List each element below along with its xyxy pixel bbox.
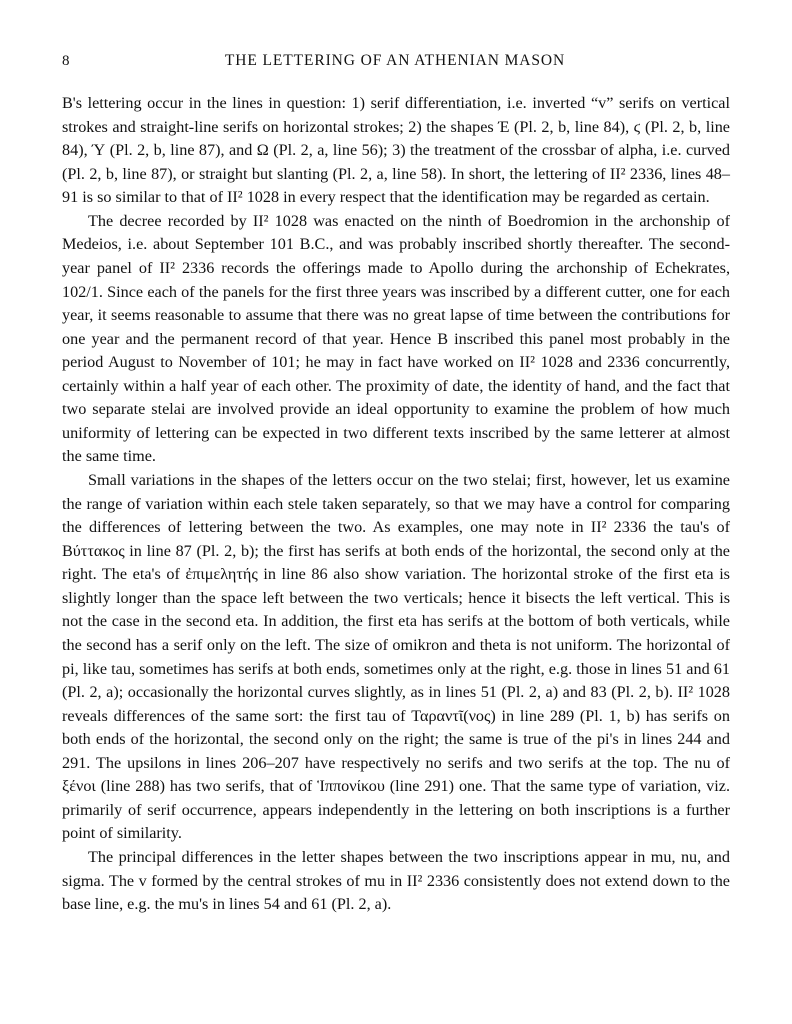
body-text xyxy=(62,92,730,917)
paragraph: The principal differences in the letter shapes between the two inscriptions appear in mu, nu, and sigma. The v formed by the central strokes of mu in II² 2336 consistently does not extend down to the base line, e.g. the mu's in lines 54 and 61 (Pl. 2, a). xyxy=(62,848,730,914)
paragraph: The decree recorded by II² 1028 was enacted on the ninth of Boedromion in the archonship of Medeios, i.e. about September 101 B.C., and was probably inscribed shortly thereafter. The second-year panel of II² 2336 records the offerings made to Apollo during the archonship of Echekrates, 102/1. Since each of the panels for the first three years was inscribed by a different cutter, one for each year, it seems reasonable to assume that there was no great lapse of time between the contributions for one year and the permanent record of that year. Hence B inscribed this panel most probably in the period August to November of 101; he may in fact have worked on II² 1028 and 2336 concurrently, certainly within a half year of each other. The proximity of date, the identity of hand, and the fact that two separate stelai are involved provide an ideal opportunity to examine the problem of how much uniformity of lettering can be expected in two different texts inscribed by the same letterer at almost the same time. xyxy=(62,211,730,466)
paragraph: B's lettering occur in the lines in question: 1) serif differentiation, i.e. inverted “v” serifs on vertical strokes and straight-line serifs on horizontal strokes; 2) the shapes Έ (Pl. 2, b, line 84), ϛ (Pl. 2, b, line 84), Ύ (Pl. 2, b, line 87), and Ω (Pl. 2, a, line 56); 3) the treatment of the crossbar of alpha, i.e. curved (Pl. 2, b, line 87), or straight but slanting (Pl. 2, a, line 58). In short, the lettering of II² 2336, lines 48–91 is so similar to that of II² 1028 in every respect that the identification may be regarded as certain. xyxy=(62,94,730,207)
paragraph: Small variations in the shapes of the letters occur on the two stelai; first, however, let us examine the range of variation within each stele taken separately, so that we may have a control for comparing the differences of lettering between the two. As examples, one may note in II² 2336 the tau's of Βύττακος in line 87 (Pl. 2, b); the first has serifs at both ends of the horizontal, the second only at the right. The eta's of ἐπιμελητής in line 86 also show variation. The horizontal stroke of the first eta is slightly longer than the space left between the two verticals; hence it bisects the left vertical. This is not the case in the second eta. In addition, the first eta has serifs at the bottom of both verticals, while the second has a serif only on the left. The size of omikron and theta is not uniform. The horizontal of pi, like tau, sometimes has serifs at both ends, sometimes only at the right, e.g. those in lines 51 and 61 (Pl. 2, a); occasionally the horizontal curves slightly, as in lines 51 (Pl. 2, a) and 83 (Pl. 2, b). II² 1028 reveals differences of the same sort: the first tau of Ταραντῖ(νος) in line 289 (Pl. 1, b) has serifs on both ends of the horizontal, the second only on the right; the same is true of the pi's in lines 244 and 291. The upsilons in lines 206–207 have respectively no serifs and two serifs at the top. The nu of ξένοι (line 288) has two serifs, that of Ἱππονίκου (line 291) one. That the same type of variation, viz. primarily of serif occurrence, appears independently in the lettering on both inscriptions is a further point of similarity. xyxy=(62,471,730,843)
running-head xyxy=(62,52,730,70)
page-number: 8 xyxy=(62,53,70,69)
page-title: THE LETTERING OF AN ATHENIAN MASON xyxy=(224,52,566,69)
